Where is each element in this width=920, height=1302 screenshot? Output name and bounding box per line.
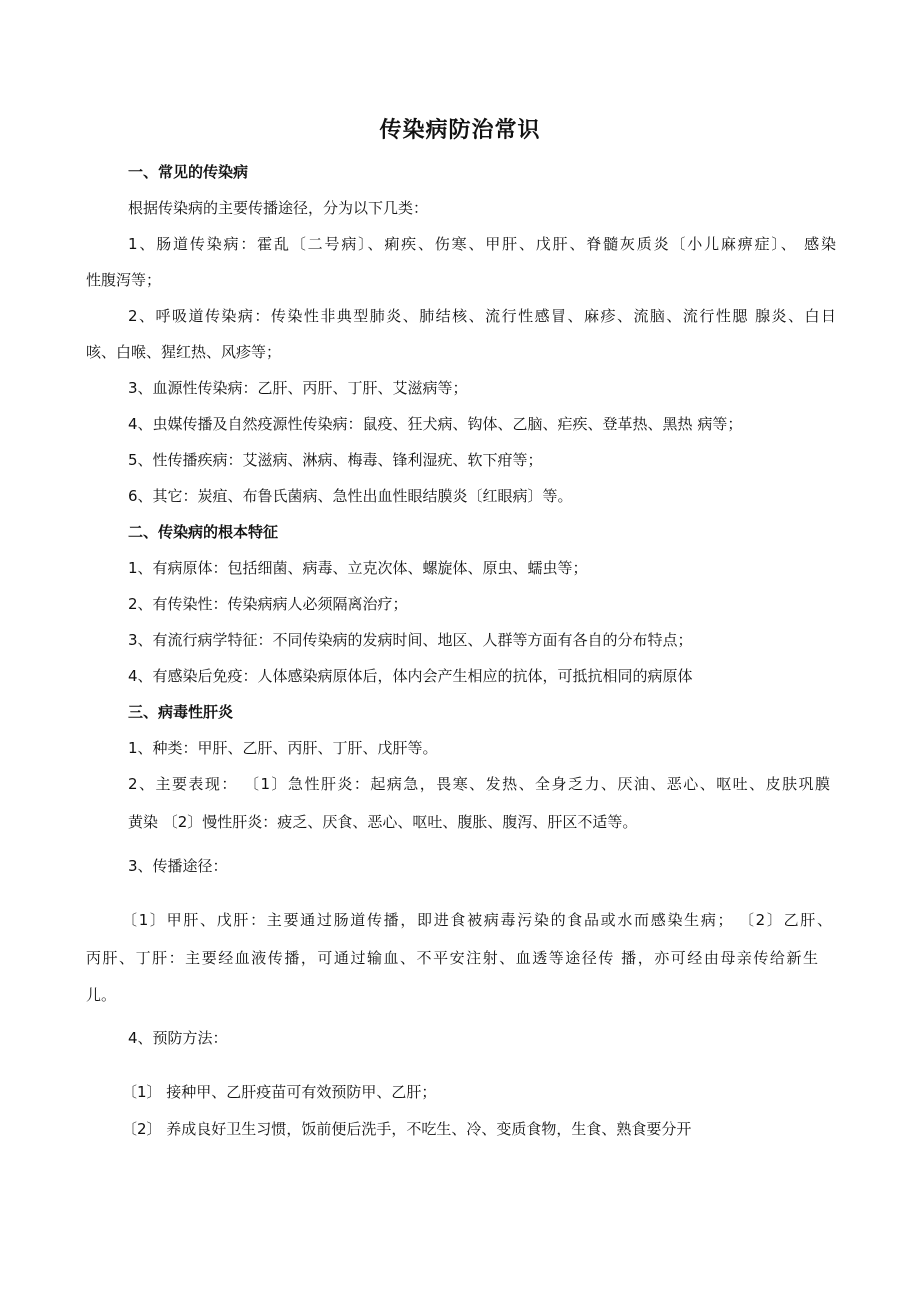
paragraph-intestinal-line2: 性腹泻等；	[86, 271, 162, 289]
paragraph-hepatitis-types: 1、种类：甲肝、乙肝、丙肝、丁肝、戊肝等。	[128, 739, 438, 757]
paragraph-transmission-heading: 3、传播途径：	[128, 857, 228, 875]
paragraph-prevention-heading: 4、预防方法：	[128, 1029, 228, 1047]
section-heading-basic-features: 二、传染病的根本特征	[128, 523, 279, 541]
paragraph-intestinal-line1: 1、肠道传染病：霍乱〔二号病〕、痢疾、伤寒、甲肝、戊肝、脊髓灰质炎〔小儿麻痹症〕、 感染	[128, 235, 836, 253]
paragraph-respiratory-line2: 咳、白喉、猩红热、风疹等；	[86, 343, 282, 361]
document-title: 传染病防治常识	[379, 118, 541, 143]
paragraph-prevention-hygiene: 〔2〕 养成良好卫生习惯，饭前便后洗手，不吃生、冷、变质食物，生食、熟食要分开	[122, 1120, 692, 1138]
paragraph-epidemiology: 3、有流行病学特征：不同传染病的发病时间、地区、人群等方面有各自的分布特点；	[128, 631, 693, 649]
paragraph-transmission-line3: 儿。	[86, 986, 117, 1004]
paragraph-sexually-transmitted: 5、性传播疾病：艾滋病、淋病、梅毒、锋利湿疣、软下疳等；	[128, 451, 543, 469]
paragraph-symptoms-line1: 2、主要表现： 〔1〕急性肝炎：起病急，畏寒、发热、全身乏力、厌油、恶心、呕吐、皮肤巩膜	[128, 775, 830, 793]
paragraph-transmission-line1: 〔1〕甲肝、戊肝：主要通过肠道传播，即进食被病毒污染的食品或水而感染生病； 〔2〕乙肝、	[122, 911, 832, 929]
paragraph-vector-borne: 4、虫媒传播及自然疫源性传染病：鼠疫、狂犬病、钩体、乙脑、疟疾、登革热、黑热 病等；	[128, 415, 743, 433]
paragraph-prevention-vaccine: 〔1〕 接种甲、乙肝疫苗可有效预防甲、乙肝；	[122, 1083, 437, 1101]
paragraph-intro: 根据传染病的主要传播途径，分为以下几类：	[128, 199, 429, 217]
paragraph-immunity: 4、有感染后免疫：人体感染病原体后，体内会产生相应的抗体，可抵抗相同的病原体	[128, 667, 693, 685]
section-heading-viral-hepatitis: 三、病毒性肝炎	[128, 703, 234, 721]
section-heading-common-diseases: 一、常见的传染病	[128, 163, 249, 181]
paragraph-symptoms-line2: 黄染 〔2〕慢性肝炎：疲乏、厌食、恶心、呕吐、腹胀、腹泻、肝区不适等。	[128, 813, 638, 831]
paragraph-pathogen: 1、有病原体：包括细菌、病毒、立克次体、螺旋体、原虫、蠕虫等；	[128, 559, 588, 577]
paragraph-other-diseases: 6、其它：炭疽、布鲁氏菌病、急性出血性眼结膜炎〔红眼病〕等。	[128, 487, 573, 505]
paragraph-transmission-line2: 丙肝、丁肝：主要经血液传播，可通过输血、不平安注射、血透等途径传 播，亦可经由母亲传给新生	[86, 949, 818, 967]
paragraph-blood-borne: 3、血源性传染病：乙肝、丙肝、丁肝、艾滋病等；	[128, 379, 468, 397]
paragraph-respiratory-line1: 2、呼吸道传染病：传染性非典型肺炎、肺结核、流行性感冒、麻疹、流脑、流行性腮 腺炎、白日	[128, 307, 836, 325]
paragraph-infectiousness: 2、有传染性：传染病病人必须隔离治疗；	[128, 595, 408, 613]
